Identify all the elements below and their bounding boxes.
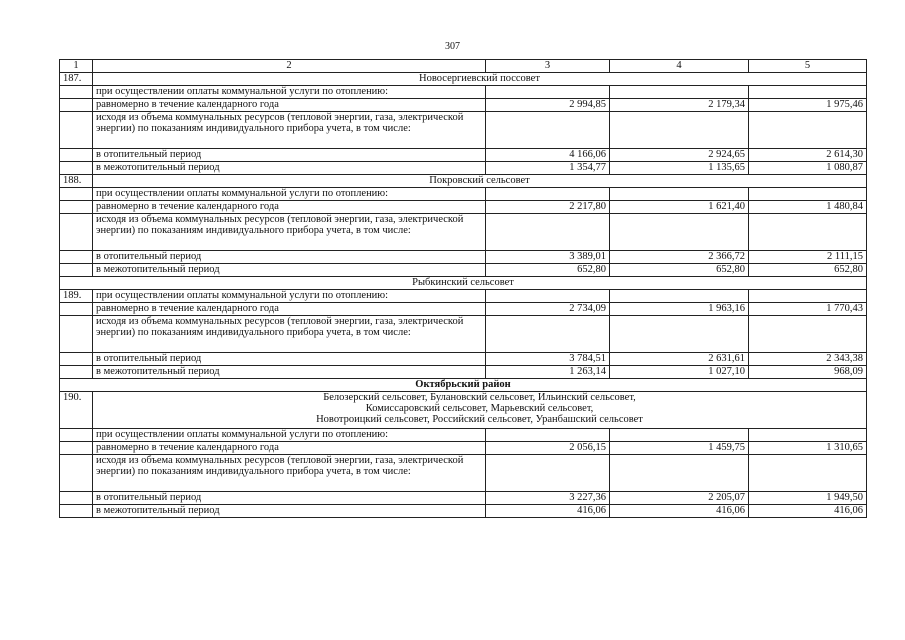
row-label: при осуществлении оплаты коммунальной услуги по отоплению: — [93, 290, 486, 303]
value-cell: 1 354,77 — [486, 162, 610, 175]
row-label: в отопительный период — [93, 492, 486, 505]
row-label: исходя из объема коммунальных ресурсов (тепловой энергии, газа, электрической энергии) по показаниям индивидуального прибора учета, в том числе: — [93, 214, 486, 251]
row-number: 189. — [60, 290, 93, 303]
value-cell: 2 631,61 — [610, 353, 749, 366]
table-row — [60, 162, 867, 175]
value-cell: 2 179,34 — [610, 99, 749, 112]
row-label: в межотопительный период — [93, 264, 486, 277]
value-cell: 1 263,14 — [486, 366, 610, 379]
row-label: равномерно в течение календарного года — [93, 201, 486, 214]
value-cell: 2 343,38 — [749, 353, 867, 366]
locality-line: Комиссаровский сельсовет, Марьевский сельсовет, — [365, 403, 594, 414]
table-row — [60, 492, 867, 505]
row-label: в межотопительный период — [93, 505, 486, 518]
value-cell: 2 366,72 — [610, 251, 749, 264]
column-header: 2 — [93, 60, 486, 73]
table-row — [60, 303, 867, 316]
row-label: исходя из объема коммунальных ресурсов (тепловой энергии, газа, электрической энергии) по показаниям индивидуального прибора учета, в том числе: — [93, 112, 486, 149]
value-cell: 1 963,16 — [610, 303, 749, 316]
value-cell: 2 056,15 — [486, 442, 610, 455]
value-cell: 2 924,65 — [610, 149, 749, 162]
column-header: 5 — [749, 60, 867, 73]
value-cell: 2 994,85 — [486, 99, 610, 112]
value-cell: 3 389,01 — [486, 251, 610, 264]
row-number: 188. — [60, 175, 93, 188]
value-cell: 1 621,40 — [610, 201, 749, 214]
table-row — [60, 188, 867, 201]
value-cell: 1 080,87 — [749, 162, 867, 175]
value-cell: 1 310,65 — [749, 442, 867, 455]
value-cell: 416,06 — [610, 505, 749, 518]
locality-names — [93, 392, 867, 429]
value-cell: 1 770,43 — [749, 303, 867, 316]
locality-name: Рыбкинский сельсовет — [60, 277, 867, 290]
row-label: при осуществлении оплаты коммунальной услуги по отоплению: — [93, 188, 486, 201]
value-cell: 652,80 — [610, 264, 749, 277]
table-header-row — [60, 60, 867, 73]
table-row — [60, 99, 867, 112]
section-row — [60, 277, 867, 290]
value-cell: 2 734,09 — [486, 303, 610, 316]
table-row — [60, 366, 867, 379]
row-label: в отопительный период — [93, 353, 486, 366]
row-number: 190. — [60, 392, 93, 429]
row-label: при осуществлении оплаты коммунальной услуги по отоплению: — [93, 86, 486, 99]
table-row — [60, 86, 867, 99]
value-cell: 2 111,15 — [749, 251, 867, 264]
value-cell: 1 027,10 — [610, 366, 749, 379]
locality-line: Новотроицкий сельсовет, Российский сельсовет, Уранбашский сельсовет — [316, 414, 643, 425]
table-row — [60, 201, 867, 214]
section-row — [60, 73, 867, 86]
column-header: 3 — [486, 60, 610, 73]
value-cell: 968,09 — [749, 366, 867, 379]
value-cell: 2 614,30 — [749, 149, 867, 162]
value-cell: 652,80 — [486, 264, 610, 277]
district-row — [60, 379, 867, 392]
value-cell: 416,06 — [749, 505, 867, 518]
table-row — [60, 316, 867, 353]
column-header: 4 — [610, 60, 749, 73]
value-cell: 3 227,36 — [486, 492, 610, 505]
value-cell: 2 205,07 — [610, 492, 749, 505]
table-row — [60, 442, 867, 455]
table-row — [60, 112, 867, 149]
row-label: исходя из объема коммунальных ресурсов (тепловой энергии, газа, электрической энергии) по показаниям индивидуального прибора учета, в том числе: — [93, 455, 486, 492]
row-label: в межотопительный период — [93, 162, 486, 175]
row-label: в отопительный период — [93, 149, 486, 162]
row-label: равномерно в течение календарного года — [93, 442, 486, 455]
locality-name: Новосергиевский поссовет — [93, 73, 867, 86]
section-row — [60, 392, 867, 429]
table-row — [60, 353, 867, 366]
table-row — [60, 505, 867, 518]
table-row — [60, 455, 867, 492]
table-row — [60, 251, 867, 264]
row-label: равномерно в течение календарного года — [93, 99, 486, 112]
table-row — [60, 149, 867, 162]
row-label: в межотопительный период — [93, 366, 486, 379]
value-cell: 1 459,75 — [610, 442, 749, 455]
table-row — [60, 290, 867, 303]
value-cell: 3 784,51 — [486, 353, 610, 366]
table-row — [60, 264, 867, 277]
value-cell: 1 975,46 — [749, 99, 867, 112]
table-row — [60, 429, 867, 442]
locality-name: Покровский сельсовет — [93, 175, 867, 188]
row-label: в отопительный период — [93, 251, 486, 264]
locality-line: Белозерский сельсовет, Булановский сельсовет, Ильинский сельсовет, — [323, 392, 636, 403]
section-row — [60, 175, 867, 188]
row-number: 187. — [60, 73, 93, 86]
value-cell: 652,80 — [749, 264, 867, 277]
tariff-table — [59, 59, 867, 518]
value-cell: 2 217,80 — [486, 201, 610, 214]
table-row — [60, 214, 867, 251]
row-label: равномерно в течение календарного года — [93, 303, 486, 316]
column-header: 1 — [60, 60, 93, 73]
value-cell: 4 166,06 — [486, 149, 610, 162]
value-cell: 1 480,84 — [749, 201, 867, 214]
row-label: исходя из объема коммунальных ресурсов (тепловой энергии, газа, электрической энергии) по показаниям индивидуального прибора учета, в том числе: — [93, 316, 486, 353]
row-label: при осуществлении оплаты коммунальной услуги по отоплению: — [93, 429, 486, 442]
value-cell: 416,06 — [486, 505, 610, 518]
district-header: Октябрьский район — [60, 379, 867, 392]
value-cell: 1 949,50 — [749, 492, 867, 505]
page-number: 307 — [445, 41, 460, 52]
value-cell: 1 135,65 — [610, 162, 749, 175]
